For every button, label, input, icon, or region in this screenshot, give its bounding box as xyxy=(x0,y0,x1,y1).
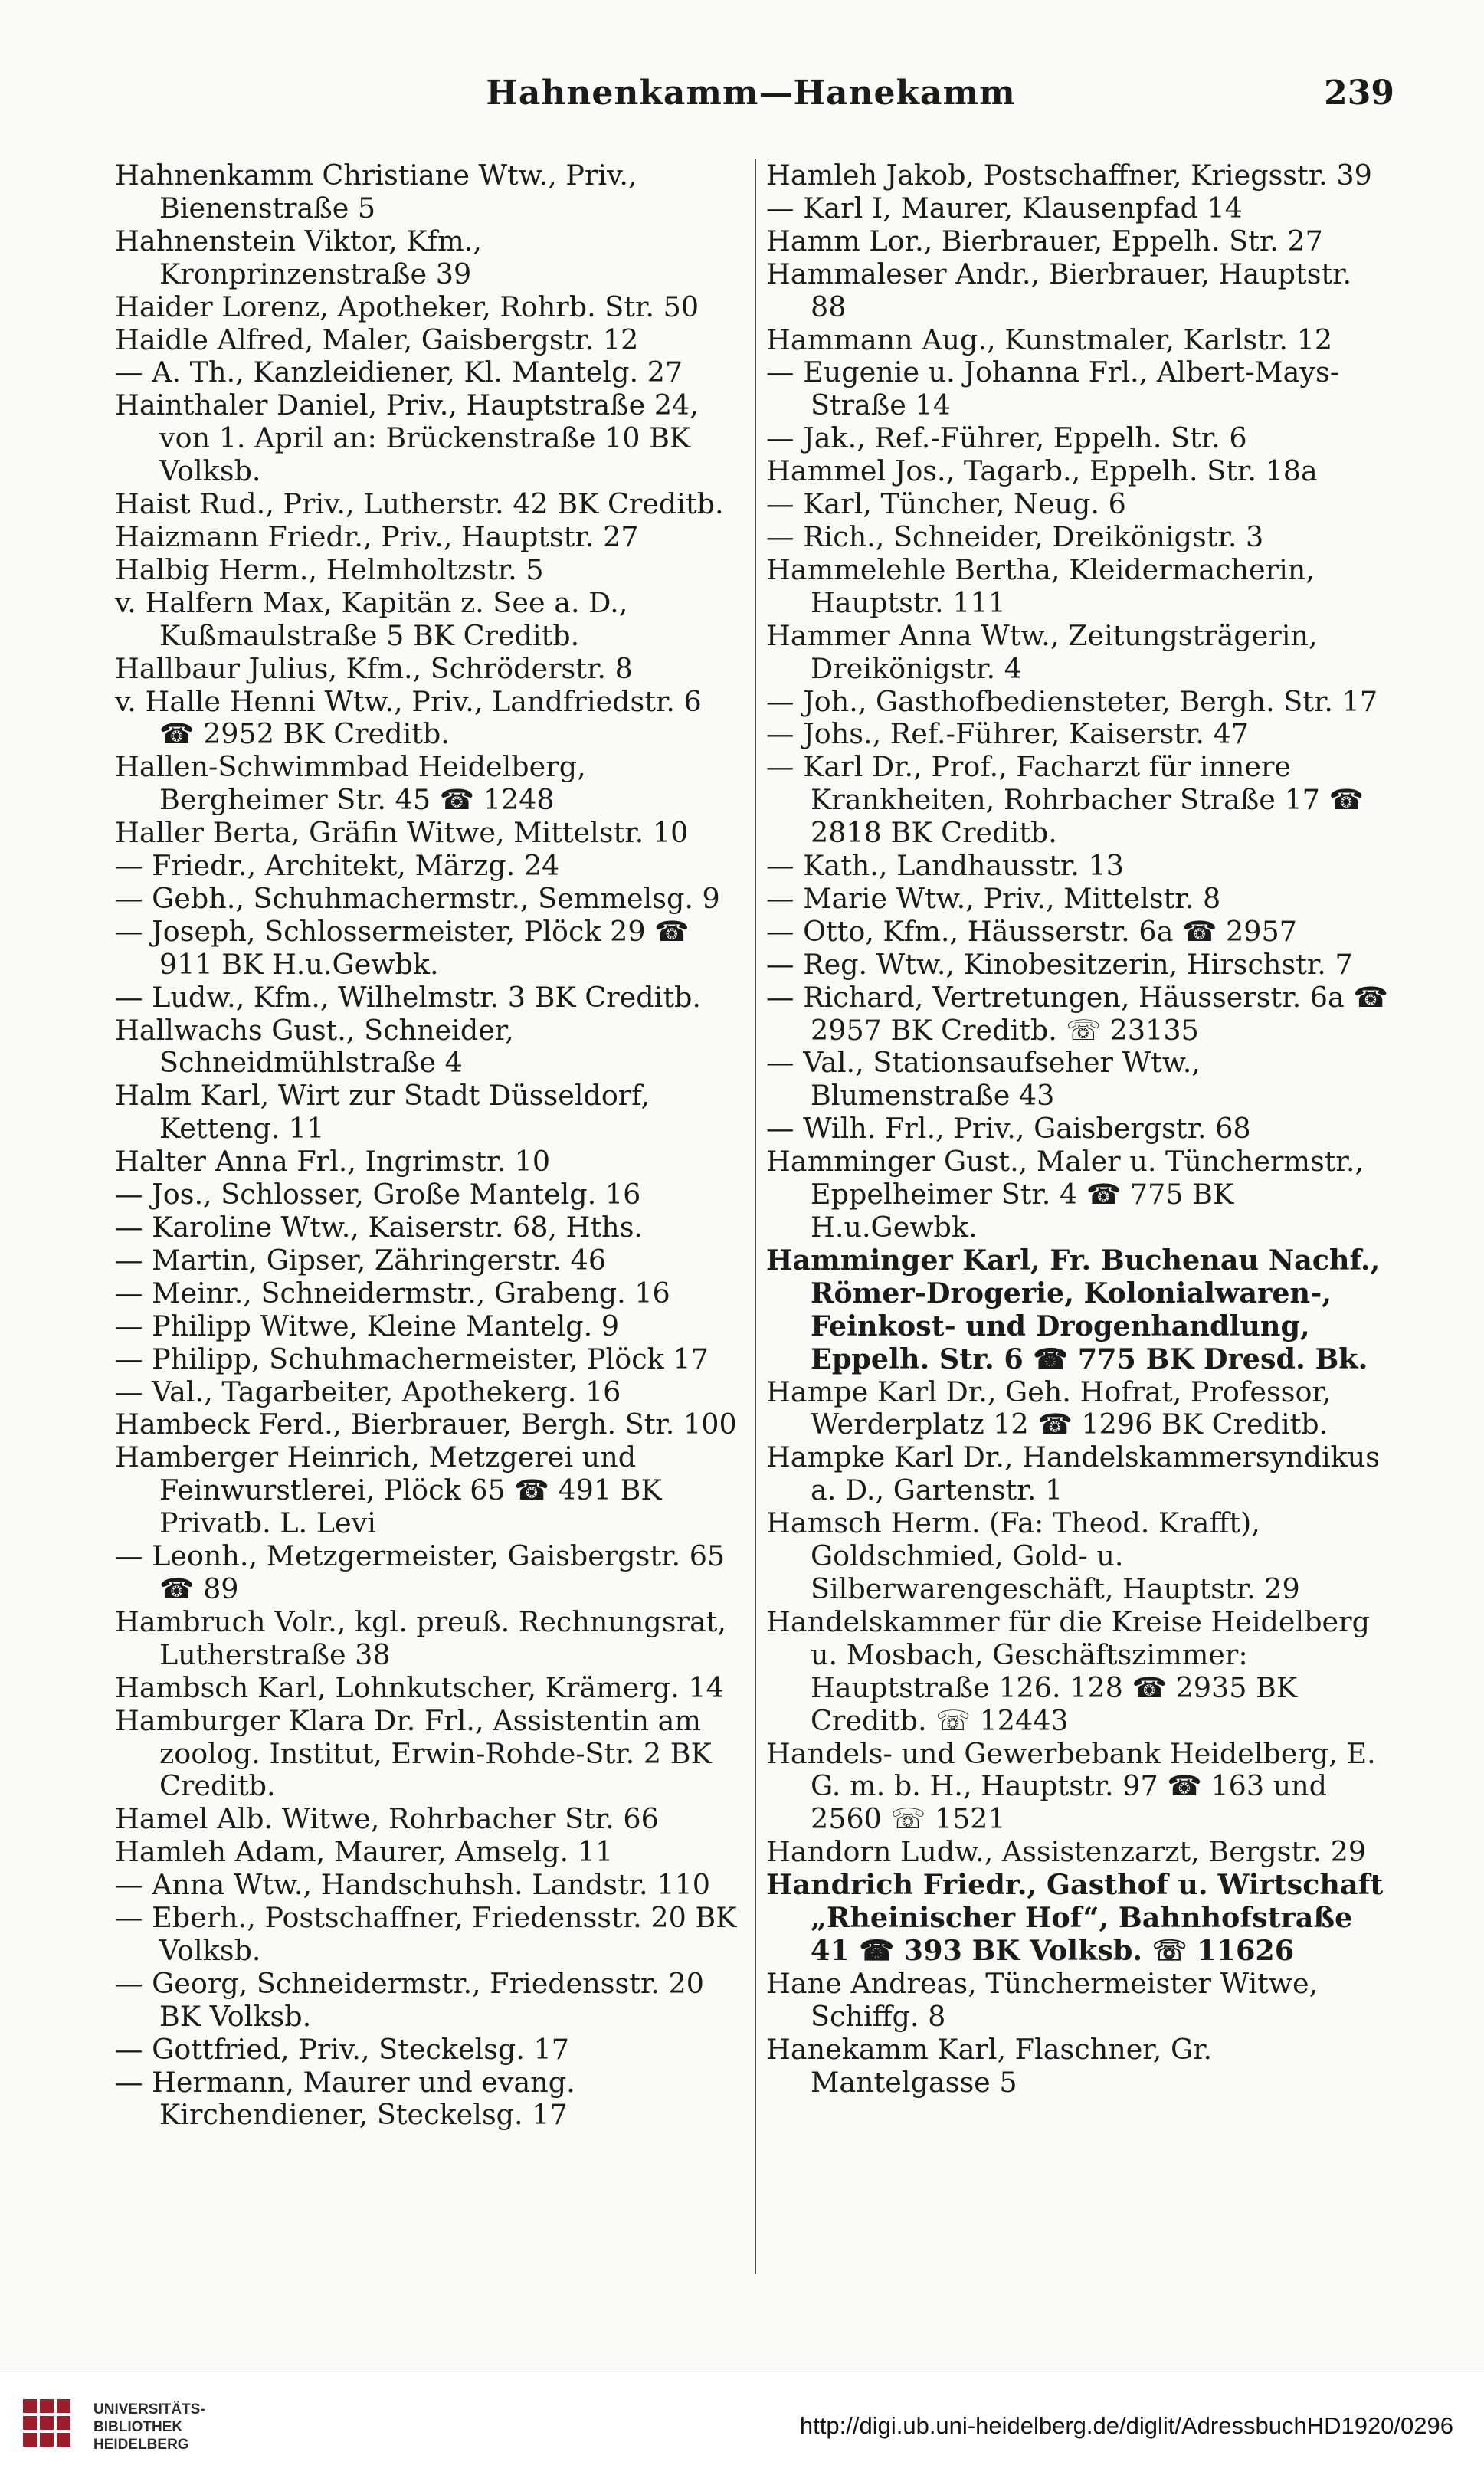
directory-entry: Hammann Aug., Kunstmaler, Karlstr. 12 xyxy=(766,323,1333,356)
directory-entry: — Val., Stationsaufseher Wtw., Blumenstraße 43 xyxy=(766,1046,1201,1113)
directory-entry: — Val., Tagarbeiter, Apothekerg. 16 xyxy=(115,1375,621,1408)
directory-entry: — Ludw., Kfm., Wilhelmstr. 3 BK Creditb. xyxy=(115,980,701,1014)
directory-entry: — Jak., Ref.-Führer, Eppelh. Str. 6 xyxy=(766,421,1247,455)
directory-entry: Hahnenkamm Christiane Wtw., Priv., Bienenstraße 5 xyxy=(115,159,637,225)
directory-entry: — Meinr., Schneidermstr., Grabeng. 16 xyxy=(115,1276,670,1310)
directory-entry: Haller Berta, Gräfin Witwe, Mittelstr. 10 xyxy=(115,816,689,850)
directory-entry: — Rich., Schneider, Dreikönigstr. 3 xyxy=(766,520,1264,553)
directory-entry: — Richard, Vertretungen, Häusserstr. 6a ☎ 2957 BK Creditb. ☏ 23135 xyxy=(766,980,1388,1047)
directory-entry: Haider Lorenz, Apotheker, Rohrb. Str. 50 xyxy=(115,290,699,323)
directory-entry: Handrich Friedr., Gasthof u. Wirtschaft „Rheinischer Hof“, Bahnhofstraße 41 ☎ 393 BK Volksb. ☏ 11626 xyxy=(766,1868,1384,1967)
library-logo-icon xyxy=(23,2399,84,2460)
directory-entry: Halbig Herm., Helmholtzstr. 5 xyxy=(115,552,544,586)
directory-entry: Hallwachs Gust., Schneider, Schneidmühlstraße 4 xyxy=(115,1013,514,1080)
directory-entry: Hamm Lor., Bierbrauer, Eppelh. Str. 27 xyxy=(766,224,1323,257)
library-name-line-1: UNIVERSITÄTS- xyxy=(93,2401,205,2418)
column-divider xyxy=(755,159,756,2274)
directory-entry: Hamel Alb. Witwe, Rohrbacher Str. 66 xyxy=(115,1802,659,1836)
page-number: 239 xyxy=(1324,74,1394,113)
directory-entry: Hamminger Karl, Fr. Buchenau Nachf., Römer-Drogerie, Kolonialwaren-, Feinkost- und Drogenhandlung, Eppelh. Str. 6 ☎ 775 BK Dresd. Bk. xyxy=(766,1243,1381,1375)
directory-entry: Hammelehle Bertha, Kleidermacherin, Hauptstr. 111 xyxy=(766,552,1315,619)
directory-entry: — Joseph, Schlossermeister, Plöck 29 ☎ 911 BK H.u.Gewbk. xyxy=(115,914,690,981)
directory-entry: Hammel Jos., Tagarb., Eppelh. Str. 18a xyxy=(766,454,1318,488)
directory-entry: Hamberger Heinrich, Metzgerei und Feinwurstlerei, Plöck 65 ☎ 491 BK Privatb. L. Levi xyxy=(115,1441,662,1540)
directory-entry: Hainthaler Daniel, Priv., Hauptstraße 24, von 1. April an: Brückenstraße 10 BK Volksb. xyxy=(115,388,699,488)
directory-entry: — A. Th., Kanzleidiener, Kl. Mantelg. 27 xyxy=(115,356,683,389)
library-name-line-3: HEIDELBERG xyxy=(93,2437,189,2453)
directory-entry: — Johs., Ref.-Führer, Kaiserstr. 47 xyxy=(766,717,1249,751)
directory-entry: Haidle Alfred, Maler, Gaisbergstr. 12 xyxy=(115,323,639,356)
directory-entry: Hahnenstein Viktor, Kfm., Kronprinzenstraße 39 xyxy=(115,224,482,290)
directory-entry: — Hermann, Maurer und evang. Kirchendiener, Steckelsg. 17 xyxy=(115,2065,575,2132)
directory-entry: Hallen-Schwimmbad Heidelberg, Bergheimer Str. 45 ☎ 1248 xyxy=(115,750,586,817)
library-name xyxy=(93,2401,205,2454)
directory-entry: — Karl Dr., Prof., Facharzt für innere Krankheiten, Rohrbacher Straße 17 ☎ 2818 BK Creditb. xyxy=(766,750,1364,850)
directory-entry: — Eberh., Postschaffner, Friedensstr. 20 BK Volksb. xyxy=(115,1901,737,1967)
page-header xyxy=(107,74,1394,127)
directory-entry: — Karoline Wtw., Kaiserstr. 68, Hths. xyxy=(115,1211,644,1244)
directory-entry: — Anna Wtw., Handschuhsh. Landstr. 110 xyxy=(115,1868,710,1902)
directory-entry: — Wilh. Frl., Priv., Gaisbergstr. 68 xyxy=(766,1112,1251,1146)
directory-entry: Hambeck Ferd., Bierbrauer, Bergh. Str. 100 xyxy=(115,1408,737,1441)
directory-entry: Haizmann Friedr., Priv., Hauptstr. 27 xyxy=(115,520,639,553)
directory-entry: — Leonh., Metzgermeister, Gaisbergstr. 65 ☎ 89 xyxy=(115,1539,726,1605)
directory-entry: v. Halle Henni Wtw., Priv., Landfriedstr. 6 ☎ 2952 BK Creditb. xyxy=(115,684,702,751)
directory-entry: — Jos., Schlosser, Große Mantelg. 16 xyxy=(115,1178,641,1211)
footer-bar xyxy=(0,2372,1484,2488)
directory-entry: — Reg. Wtw., Kinobesitzerin, Hirschstr. 7 xyxy=(766,947,1353,981)
directory-entry: Hane Andreas, Tünchermeister Witwe, Schiffg. 8 xyxy=(766,1966,1319,2033)
directory-entry: Handorn Ludw., Assistenzarzt, Bergstr. 29 xyxy=(766,1835,1367,1869)
directory-entry: — Gottfried, Priv., Steckelsg. 17 xyxy=(115,2032,570,2066)
directory-entry: Hammer Anna Wtw., Zeitungsträgerin, Dreikönigstr. 4 xyxy=(766,618,1318,685)
source-url[interactable]: http://digi.ub.uni-heidelberg.de/diglit/AdressbuchHD1920/0296 xyxy=(799,2412,1453,2439)
directory-entry: Hampe Karl Dr., Geh. Hofrat, Professor, Werderplatz 12 ☎ 1296 BK Creditb. xyxy=(766,1375,1332,1441)
directory-entry: — Otto, Kfm., Häusserstr. 6a ☎ 2957 xyxy=(766,914,1297,948)
library-name-line-2: BIBLIOTHEK xyxy=(93,2419,183,2435)
directory-entry: Hambruch Volr., kgl. preuß. Rechnungsrat, Lutherstraße 38 xyxy=(115,1605,726,1671)
directory-entry: Hallbaur Julius, Kfm., Schröderstr. 8 xyxy=(115,651,633,685)
directory-entry: — Martin, Gipser, Zähringerstr. 46 xyxy=(115,1243,607,1277)
directory-entry: — Karl, Tüncher, Neug. 6 xyxy=(766,487,1126,521)
running-title: Hahnenkamm—Hanekamm xyxy=(486,74,1016,113)
directory-entry: Hammaleser Andr., Bierbrauer, Hauptstr. 88 xyxy=(766,257,1352,323)
directory-entry: Hamsch Herm. (Fa: Theod. Krafft), Goldschmied, Gold- u. Silberwarengeschäft, Hauptstr. 29 xyxy=(766,1506,1300,1605)
directory-entry: Hamburger Klara Dr. Frl., Assistentin am zoolog. Institut, Erwin-Rohde-Str. 2 BK Creditb. xyxy=(115,1703,712,1803)
directory-entry: — Georg, Schneidermstr., Friedensstr. 20 BK Volksb. xyxy=(115,1966,704,2033)
directory-entry: — Philipp, Schuhmachermeister, Plöck 17 xyxy=(115,1342,709,1375)
directory-entry: Halm Karl, Wirt zur Stadt Düsseldorf, Ketteng. 11 xyxy=(115,1079,650,1146)
directory-entry: Handelskammer für die Kreise Heidelberg u. Mosbach, Geschäftszimmer: Hauptstraße 126. 128 ☎ 2935 BK Creditb. ☏ 12443 xyxy=(766,1605,1370,1737)
directory-entry: — Philipp Witwe, Kleine Mantelg. 9 xyxy=(115,1309,620,1342)
directory-entry: — Karl I, Maurer, Klausenpfad 14 xyxy=(766,191,1243,225)
directory-entry: Handels- und Gewerbebank Heidelberg, E. G. m. b. H., Hauptstr. 97 ☎ 163 und 2560 ☏ 1521 xyxy=(766,1736,1376,1836)
right-column xyxy=(766,159,1394,2099)
directory-entry: — Joh., Gasthofbediensteter, Bergh. Str. 17 xyxy=(766,684,1378,718)
directory-entry: — Gebh., Schuhmachermstr., Semmelsg. 9 xyxy=(115,881,720,915)
directory-entry: Hanekamm Karl, Flaschner, Gr. Mantelgasse 5 xyxy=(766,2032,1213,2099)
directory-entry: Hambsch Karl, Lohnkutscher, Krämerg. 14 xyxy=(115,1670,724,1704)
directory-entry: — Eugenie u. Johanna Frl., Albert-Mays-Straße 14 xyxy=(766,356,1340,422)
directory-entry: — Friedr., Architekt, Märzg. 24 xyxy=(115,849,560,883)
directory-entry: Hamminger Gust., Maler u. Tünchermstr., Eppelheimer Str. 4 ☎ 775 BK H.u.Gewbk. xyxy=(766,1145,1364,1244)
library-logo xyxy=(23,2391,222,2468)
directory-entry: Hampke Karl Dr., Handelskammersyndikus a. D., Gartenstr. 1 xyxy=(766,1441,1381,1507)
directory-entry: Hamleh Jakob, Postschaffner, Kriegsstr. 39 xyxy=(766,159,1372,192)
directory-entry: v. Halfern Max, Kapitän z. See a. D., Kußmaulstraße 5 BK Creditb. xyxy=(115,585,628,652)
left-column xyxy=(115,159,743,2132)
directory-entry: — Kath., Landhausstr. 13 xyxy=(766,849,1124,883)
directory-entry: Halter Anna Frl., Ingrimstr. 10 xyxy=(115,1145,551,1178)
directory-entry: — Marie Wtw., Priv., Mittelstr. 8 xyxy=(766,881,1221,915)
directory-entry: Hamleh Adam, Maurer, Amselg. 11 xyxy=(115,1835,614,1869)
directory-entry: Haist Rud., Priv., Lutherstr. 42 BK Creditb. xyxy=(115,487,724,521)
